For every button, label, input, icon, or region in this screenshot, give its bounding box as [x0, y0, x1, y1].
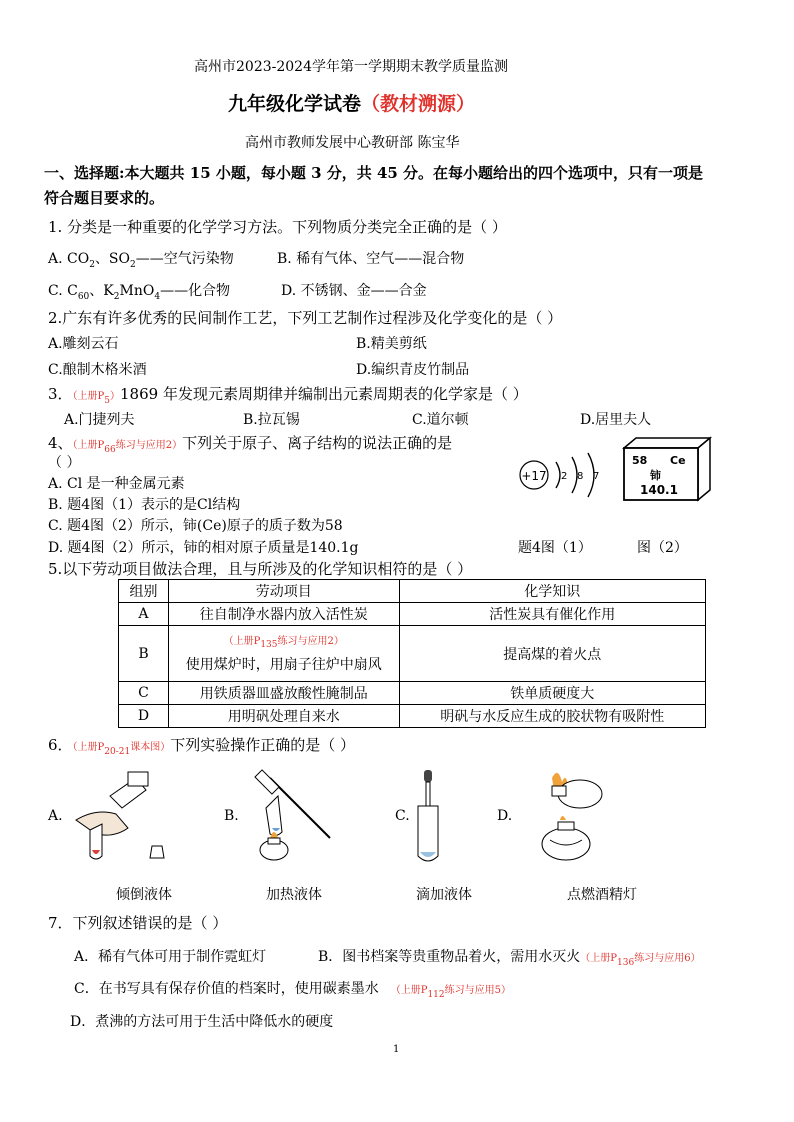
heating-liquid-illustration: [244, 768, 340, 868]
q1-option-c: C. $C_{60}$、$K_2MnO_4——$化合物: [48, 283, 231, 302]
q3-option-a: A.门捷列夫: [64, 412, 135, 428]
q7-c-textbook-ref: （上册P: [390, 985, 428, 996]
table-cell-group: D: [119, 705, 169, 728]
section-heading: 一、选择题:本大题共 15 小题，每小题 3 分，共 45 分。在每小题给出的四个选项中，只有一项是: [44, 164, 704, 182]
q6-caption-d: 点燃酒精灯: [567, 887, 637, 903]
row-b-item-text: 使用煤炉时，用扇子往炉中扇风: [185, 657, 382, 673]
element-cell-diagram: [622, 436, 714, 502]
q3-stem: 3．（上册$P_5)1869$ 年发现元素周期律并编制出元素周期表的化学家是（ ）: [48, 385, 528, 406]
q6-textbook-ref: （上册P: [72, 742, 105, 753]
q6-option-b-label: B.: [224, 808, 239, 824]
q6-caption-c: 滴加液体: [416, 887, 472, 903]
page-number: 1: [393, 1044, 400, 1055]
table-cell-knowledge: 提高煤的着火点: [399, 626, 705, 682]
element-mass: 140.1: [640, 483, 678, 497]
element-number: 58: [632, 454, 648, 467]
q1-option-d: D. 不锈钢、金——合金: [281, 283, 427, 299]
q4-option-d: D. 题4图（2）所示，铈的相对原子质量是140.1g: [48, 540, 359, 556]
fig1-caption: 题4图（1）: [518, 540, 592, 556]
q1-option-b: B. 稀有气体、空气——混合物: [277, 251, 465, 267]
q5-stem: 5.以下劳动项目做法合理，且与所涉及的化学知识相符的是（ ）: [48, 560, 473, 578]
table-cell-knowledge: 明矾与水反应生成的胶状物有吸附性: [399, 705, 705, 728]
shell-1-electrons: 2: [561, 471, 568, 482]
atom-structure-diagram: [512, 452, 622, 498]
q1-option-a: A. $CO_2$、$SO_2——$空气污染物: [48, 251, 234, 270]
table-row: [119, 705, 706, 728]
fig2-caption: 图（2）: [637, 540, 688, 556]
q4-stem: 4、（上册$P_{66}$练习与应用2）下列关于原子、离子结构的说法正确的是: [48, 434, 453, 455]
section-heading-cont: 符合题目要求的。: [44, 189, 165, 207]
paper-title: [228, 89, 475, 116]
q2-option-b: B.精美剪纸: [356, 336, 427, 352]
q4-paren: （ ）: [48, 455, 81, 471]
author-line: 高州市教师发展中心教研部 陈宝华: [245, 135, 460, 151]
paper-title-sub: （教材溯源）: [361, 93, 476, 115]
q4-option-c: C. 题4图（2）所示，铈(Ce)原子的质子数为58: [48, 518, 343, 534]
q3-option-d: D.居里夫人: [580, 412, 652, 428]
q7-stem: 7．下列叙述错误的是（ ）: [48, 914, 228, 932]
table-cell-item: [168, 626, 399, 682]
q2-option-d: D.编织青皮竹制品: [356, 362, 470, 378]
q3-option-c: C.道尔顿: [412, 412, 469, 428]
shell-2-electrons: 8: [577, 471, 584, 482]
pouring-liquid-illustration: [66, 768, 176, 864]
q7-option-b: B．图书档案等贵重物品着火，需用水灭火（上册$P_{136}$练习与应用6）: [318, 949, 701, 968]
q5-table: [118, 579, 706, 728]
q6-option-d-label: D.: [497, 808, 513, 824]
dropping-liquid-illustration: [408, 768, 448, 868]
q4-textbook-ref: （上册P: [72, 440, 105, 451]
table-header-cell: 组别: [119, 580, 169, 603]
q3-textbook-ref: （上册P: [72, 391, 105, 402]
q7-option-c: C．在书写具有保存价值的档案时，使用碳素墨水 （上册$P_{112}$练习与应用5）: [74, 981, 512, 1000]
table-row: [119, 682, 706, 705]
table-cell-item: 往自制净水器内放入活性炭: [168, 603, 399, 626]
q6-stem: 6．（上册$P_{20-21}$课本图）下列实验操作正确的是（ ）: [48, 736, 356, 757]
q2-stem: 2.广东有许多优秀的民间制作工艺，下列工艺制作过程涉及化学变化的是（ ）: [48, 309, 563, 327]
table-cell-group: C: [119, 682, 169, 705]
table-header-cell: 劳动项目: [168, 580, 399, 603]
table-cell-knowledge: 铁单质硬度大: [399, 682, 705, 705]
q6-caption-a: 倾倒液体: [116, 887, 172, 903]
paper-title-main: 九年级化学试卷: [228, 93, 362, 115]
nucleus-charge: +17: [521, 469, 547, 483]
element-name: 铈: [650, 469, 661, 482]
table-cell-knowledge: 活性炭具有催化作用: [399, 603, 705, 626]
table-cell-item: 用明矾处理自来水: [168, 705, 399, 728]
q4-option-a: A. Cl 是一种金属元素: [48, 476, 185, 492]
table-row: [119, 626, 706, 682]
q7-option-a: A．稀有气体可用于制作霓虹灯: [74, 949, 267, 965]
q6-option-a-label: A.: [48, 808, 63, 824]
shell-3-electrons: 7: [593, 471, 600, 482]
exam-header-line: 高州市2023-2024学年第一学期期末教学质量监测: [194, 59, 508, 75]
row-b-textbook-ref: （上册$P_{135}$练习与应用2）: [223, 636, 344, 650]
q7-b-textbook-ref: （上册P: [580, 953, 618, 964]
alcohol-lamp-illustration: [522, 766, 612, 866]
table-cell-group: B: [119, 626, 169, 682]
table-cell-item: 用铁质器皿盛放酸性腌制品: [168, 682, 399, 705]
q1-stem: 1. 分类是一种重要的化学学习方法。下列物质分类完全正确的是（ ）: [48, 218, 507, 236]
table-cell-group: A: [119, 603, 169, 626]
q4-option-b: B. 题4图（1）表示的是Cl结构: [48, 497, 241, 513]
table-row: [119, 603, 706, 626]
table-header-cell: 化学知识: [399, 580, 705, 603]
q7-option-d: D．煮沸的方法可用于生活中降低水的硬度: [70, 1014, 334, 1030]
q6-caption-b: 加热液体: [266, 887, 322, 903]
table-header-row: [119, 580, 706, 603]
q3-option-b: B.拉瓦锡: [243, 412, 300, 428]
q2-option-a: A.雕刻云石: [48, 336, 119, 352]
q2-option-c: C.酿制木格米酒: [48, 362, 147, 378]
element-symbol: Ce: [670, 454, 686, 467]
q6-option-c-label: C.: [395, 808, 410, 824]
